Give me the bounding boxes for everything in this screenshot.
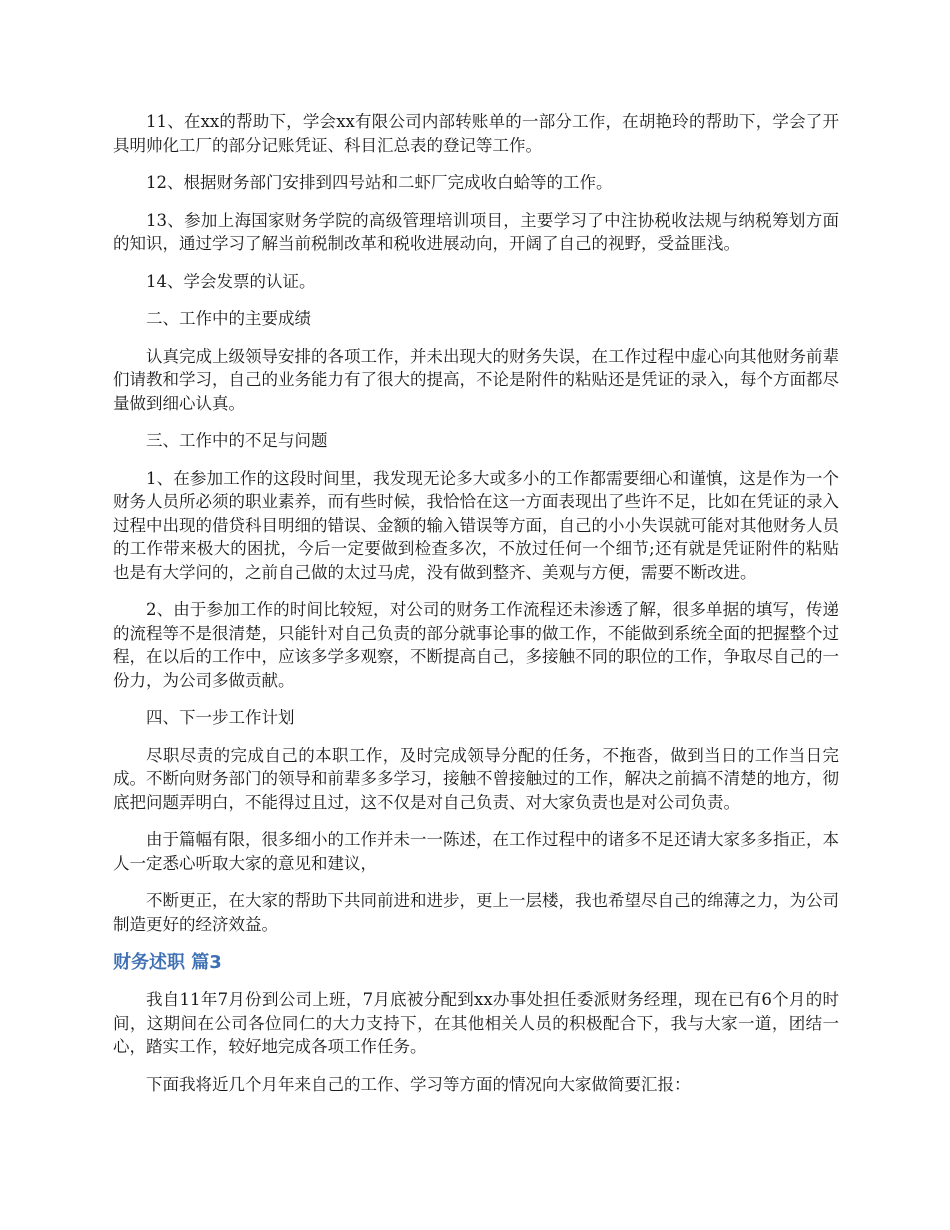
paragraph-item-12: 12、根据财务部门安排到四号站和二虾厂完成收白蛤等的工作。 <box>146 173 613 192</box>
paragraph-intro: 我自11年7月份到公司上班，7月底被分配到xx办事处担任委派财务经理，现在已有6个月的时间，这期间在公司各位同仁的大力支持下，在其他相关人员的积极配合下，我与大家一道，团结一心，踏实工作，较好地完成各项工作任务。 <box>113 990 839 1056</box>
paragraph-shortcoming-2: 2、由于参加工作的时间比较短，对公司的财务工作流程还未渗透了解，很多单据的填写，传递的流程等不是很清楚，只能针对自己负责的部分就事论事的做工作，不能做到系统全面的把握整个过程，在以后的工作中，应该多学多观察，不断提高自己，多接触不同的职位的工作，争取尽自己的一份力，为公司多做贡献。 <box>113 600 839 690</box>
heading-next-plan: 四、下一步工作计划 <box>146 708 295 727</box>
paragraph-closing-2: 不断更正，在大家的帮助下共同前进和进步，更上一层楼，我也希望尽自己的绵薄之力，为公司制造更好的经济效益。 <box>113 891 839 934</box>
paragraph-item-14: 14、学会发票的认证。 <box>146 271 316 291</box>
paragraph-achievements: 认真完成上级领导安排的各项工作，并未出现大的财务失误，在工作过程中虚心向其他财务前辈们请教和学习，自己的业务能力有了很大的提高，不论是附件的粘贴还是凭证的录入，每个方面都尽量做到细心认真。 <box>113 346 839 413</box>
heading-shortcomings: 三、工作中的不足与问题 <box>146 431 328 450</box>
paragraph-next-plan: 尽职尽责的完成自己的本职工作，及时完成领导分配的任务，不拖沓，做到当日的工作当日完成。不断向财务部门的领导和前辈多多学习，接触不曾接触过的工作，解决之前搞不清楚的地方，彻底把问题弄明白，不能得过且过，这不仅是对自己负责、对大家负责也是对公司负责。 <box>113 745 839 812</box>
paragraph-report-lead: 下面我将近几个月年来自己的工作、学习等方面的情况向大家做简要汇报： <box>146 1074 691 1094</box>
paragraph-shortcoming-1: 1、在参加工作的这段时间里，我发现无论多大或多小的工作都需要细心和谨慎，这是作为一个财务人员所必须的职业素养，而有些时候，我恰恰在这一方面表现出了些许不足，比如在凭证的录入过程中出现的借贷科目明细的错误、金额的输入错误等方面，自己的小小失误就可能对其他财务人员的工作带来极大的困扰，今后一定要做到检查多次，不放过任何一个细节;还有就是凭证附件的粘贴也是有大学问的，之前自己做的太过马虎，没有做到整齐、美观与方便，需要不断改进。 <box>113 468 839 582</box>
paragraph-item-13: 13、参加上海国家财务学院的高级管理培训项目，主要学习了中注协税收法规与纳税筹划方面的知识，通过学习了解当前税制改革和税收进展动向，开阔了自己的视野，受益匪浅。 <box>113 210 839 253</box>
document-body <box>113 110 839 1110</box>
paragraph-item-11: 11、在xx的帮助下，学会xx有限公司内部转账单的一部分工作，在胡艳玲的帮助下，学会了开具明帅化工厂的部分记账凭证、科目汇总表的登记等工作。 <box>113 112 839 155</box>
paragraph-closing-1: 由于篇幅有限，很多细小的工作并未一一陈述，在工作过程中的诸多不足还请大家多多指正，本人一定悉心听取大家的意见和建议， <box>113 830 839 873</box>
section-title: 财务述职 篇3 <box>113 952 222 973</box>
heading-main-achievements: 二、工作中的主要成绩 <box>146 309 311 328</box>
